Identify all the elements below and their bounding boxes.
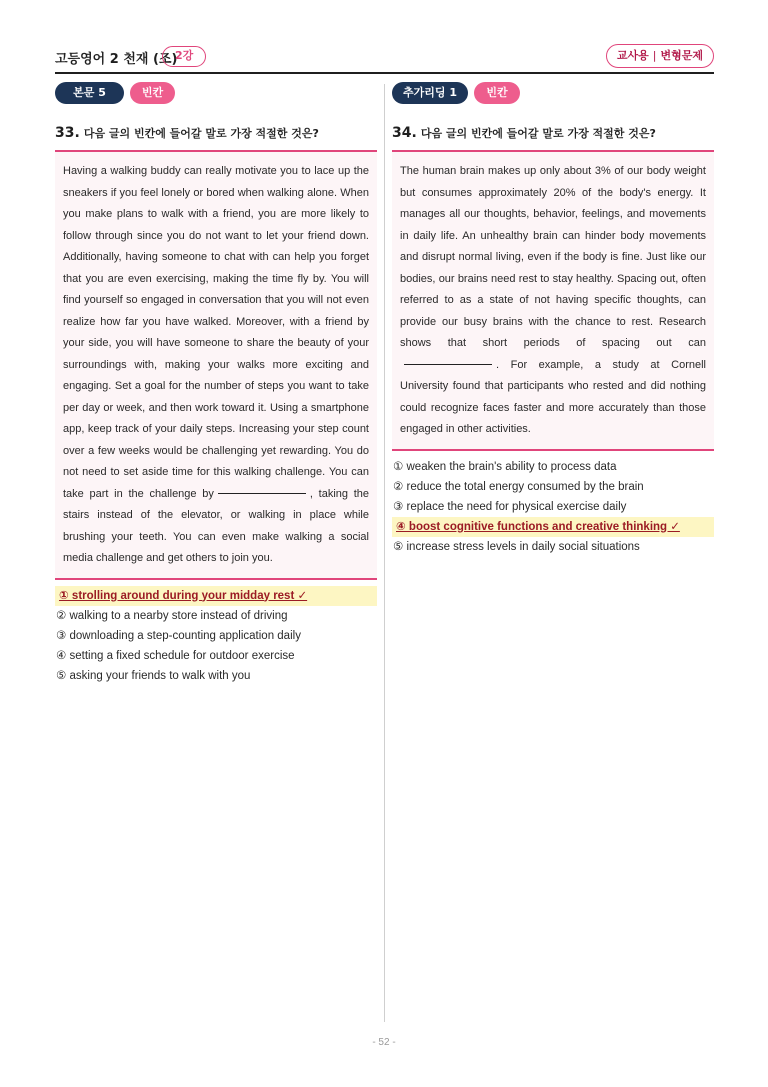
section-tag: 추가리딩 1: [392, 82, 468, 104]
edition-label: 교사용: [616, 49, 649, 62]
page-number: - 52 -: [372, 1037, 396, 1048]
option-5[interactable]: ⑤ increase stress levels in daily social situations: [393, 540, 640, 553]
question-34-column: [392, 82, 714, 557]
option-5[interactable]: ⑤ asking your friends to walk with you: [56, 669, 251, 682]
edition-badge: [606, 44, 714, 68]
answer-blank: [404, 364, 492, 365]
question-number: 34.: [392, 125, 417, 141]
option-3[interactable]: ③ downloading a step-counting application daily: [56, 629, 301, 642]
type-tag: 빈칸: [474, 82, 520, 104]
option-1[interactable]: ① strolling around during your midday rest ✓: [55, 586, 377, 606]
option-2[interactable]: ② reduce the total energy consumed by the brain: [393, 480, 644, 493]
edition-type: 변형문제: [660, 49, 703, 62]
question-tags: [55, 82, 377, 104]
option-4[interactable]: ④ setting a fixed schedule for outdoor exercise: [56, 649, 295, 662]
option-2[interactable]: ② walking to a nearby store instead of driving: [56, 609, 288, 622]
page-header: [55, 44, 714, 74]
question-33-column: [55, 82, 377, 686]
section-tag: 본문 5: [55, 82, 124, 104]
passage-text-before: The human brain makes up only about 3% of our body weight but consumes approximately 20% of the body's energy. It manages all our thoughts, behavior, feelings, and movements in daily life. An unhealthy brain can hinder body movements and disrupt normal living, even if the body is fine. Just like our bodies, our brains need rest to stay healthy. Spacing out, often referred to as a state of not having specific thoughts, can provide our busy brains with the chance to rest. Research shows that short periods of spacing out can: [400, 165, 706, 349]
type-tag: 빈칸: [130, 82, 175, 104]
answer-options: [392, 457, 714, 557]
question-prompt: 다음 글의 빈칸에 들어갈 말로 가장 적절한 것은?: [420, 127, 656, 140]
answer-options: [55, 586, 377, 686]
option-3[interactable]: ③ replace the need for physical exercise daily: [393, 500, 627, 513]
question-number: 33.: [55, 125, 80, 141]
column-divider: [384, 84, 385, 1022]
passage-text-after: . For example, a study at Cornell University found that participants who rested and did nothing could recognize faces faster and more accurately than those engaged in other activities.: [400, 358, 706, 435]
question-tags: [392, 82, 714, 104]
lesson-badge: 2강: [162, 46, 206, 67]
option-1[interactable]: ① weaken the brain's ability to process data: [393, 460, 617, 473]
question-prompt: 다음 글의 빈칸에 들어갈 말로 가장 적절한 것은?: [83, 127, 319, 140]
option-4[interactable]: ④ boost cognitive functions and creative thinking ✓: [392, 517, 714, 537]
answer-blank: [218, 493, 306, 494]
passage-box: [55, 150, 377, 580]
book-title: 고등영어 2 천재 (조): [55, 52, 178, 67]
question-title: [55, 122, 377, 144]
passage-box: [392, 150, 714, 451]
question-title: [392, 122, 714, 144]
passage-text-after: , taking the stairs instead of the elevator, or walking in place while brushing your teeth. You can even make walking a social media challenge and get others to join you.: [63, 487, 369, 564]
passage-text-before: Having a walking buddy can really motivate you to lace up the sneakers if you feel lonely or bored when walking alone. When you make plans to walk with a friend, you are more likely to follow through since you do not want to let your friend down. Additionally, having someone to chat with can help you forget that you are even exercising, making the time fly by. You will find yourself so engaged in conversation that you will not even realize how far you have walked. Moreover, with a friend by your side, you will have someone to share the beauty of your surroundings with, making your walks more exciting and engaging. Set a goal for the number of steps you want to take per day or week, and then work toward it. Using a smartphone app, keep track of your daily steps. Increasing your step count over a few weeks would be challenging yet rewarding. You do not need to set aside time for this walking challenge. You can take part in the challenge by: [63, 165, 369, 500]
edition-separator: |: [652, 49, 657, 62]
